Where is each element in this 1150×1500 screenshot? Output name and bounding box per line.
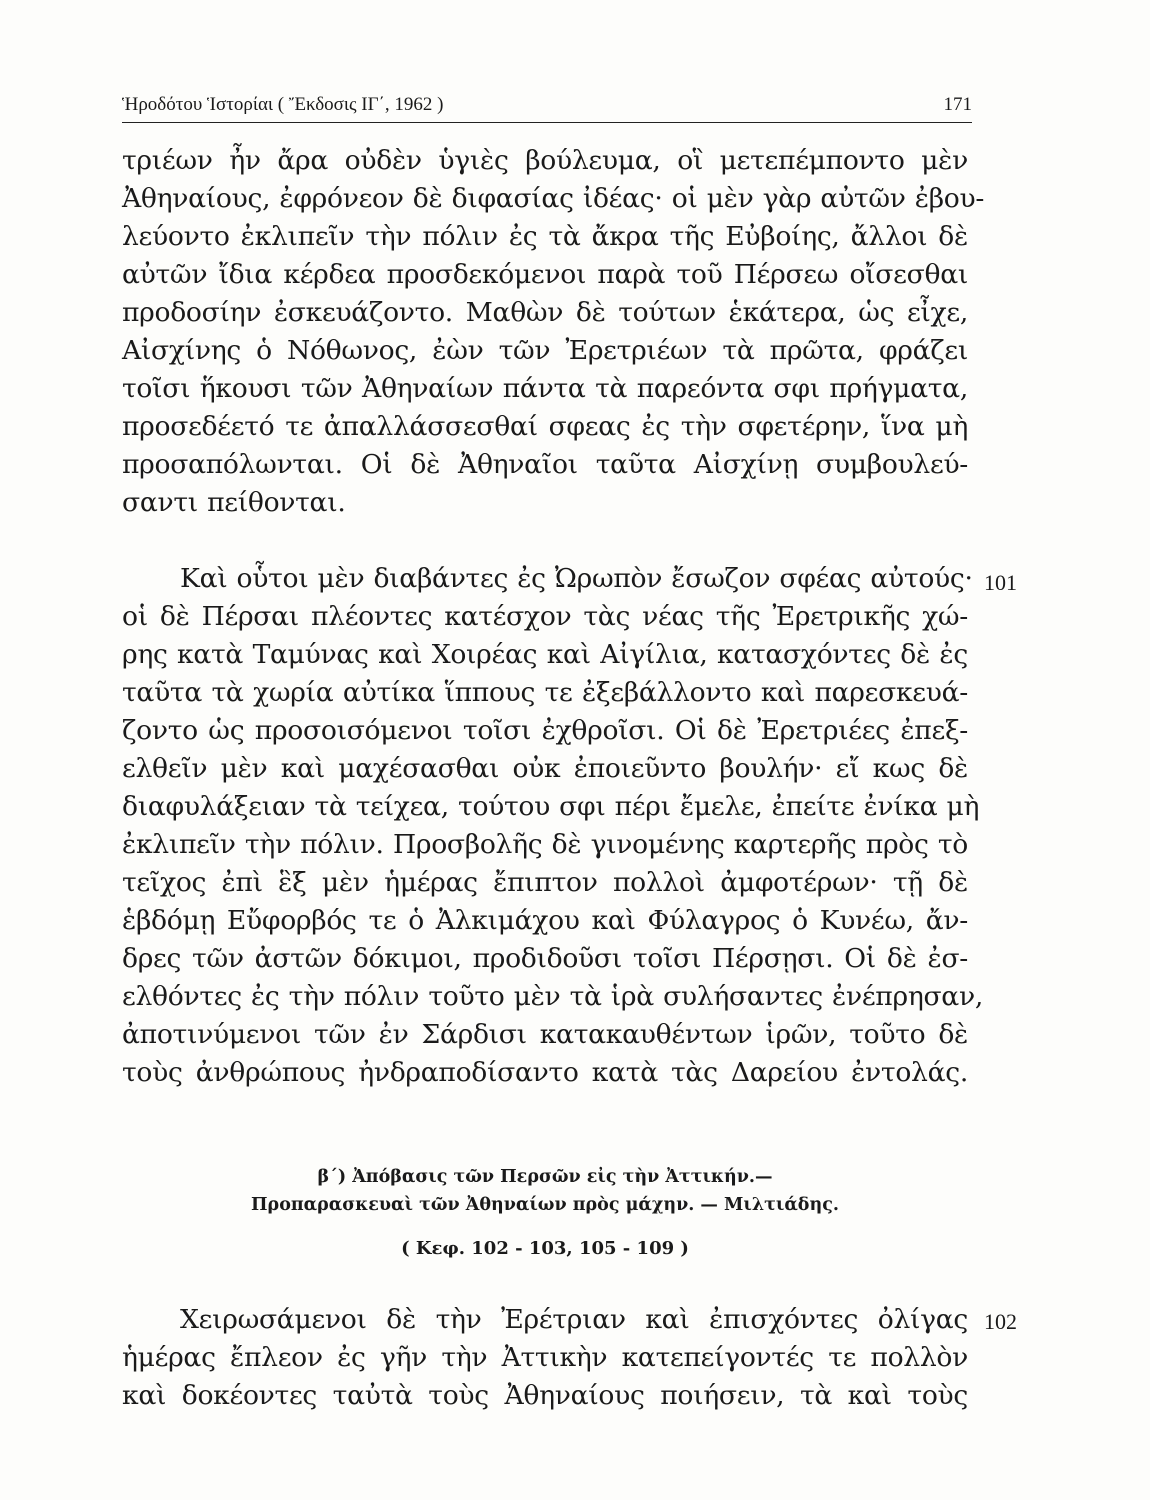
- running-title: Ἡροδότου Ἱστορίαι ( Ἔκδοσις ΙΓ΄, 1962 ): [122, 94, 444, 115]
- text-line: ἑβδόμῃ Εὔφορβός τε ὁ Ἀλκιμάχου καὶ Φύλαγρος ὁ Κυνέω, ἄν-: [122, 905, 968, 936]
- section-heading-line-1: β΄) Ἀπόβασις τῶν Περσῶν εἰς τὴν Ἀττικήν.—: [317, 1167, 773, 1187]
- page-number: 171: [943, 94, 972, 115]
- text-line: τοὺς ἀνθρώπους ἠνδραποδίσαντο κατὰ τὰς Δαρείου ἐντολάς.: [122, 1057, 968, 1088]
- text-line: διαφυλάξειαν τὰ τείχεα, τούτου σφι πέρι ἔμελε, ἐπείτε ἐνίκα μὴ: [122, 791, 980, 822]
- page-header: [122, 92, 972, 123]
- text-line: προδοσίην ἐσκευάζοντο. Μαθὼν δὲ τούτων ἑκάτερα, ὡς εἶχε,: [122, 297, 968, 328]
- text-line: ρης κατὰ Ταμύνας καὶ Χοιρέας καὶ Αἰγίλια, κατασχόντες δὲ ἐς: [122, 639, 968, 670]
- section-heading-line-2: Προπαρασκευαὶ τῶν Ἀθηναίων πρὸς μάχην. — Μιλτιάδης.: [251, 1195, 839, 1215]
- text-line: σαντι πείθονται.: [122, 487, 346, 518]
- text-line: τριέων ἦν ἄρα οὐδὲν ὑγιὲς βούλευμα, οἳ μετεπέμποντο μὲν: [122, 145, 968, 176]
- text-line: ἀποτινύμενοι τῶν ἐν Σάρδισι κατακαυθέντων ἱρῶν, τοῦτο δὲ: [122, 1019, 968, 1050]
- text-line: ἐκλιπεῖν τὴν πόλιν. Προσβολῆς δὲ γινομένης καρτερῆς πρὸς τὸ: [122, 829, 968, 860]
- text-line: ελθόντες ἐς τὴν πόλιν τοῦτο μὲν τὰ ἱρὰ συλήσαντες ἐνέπρησαν,: [122, 981, 983, 1012]
- text-line: καὶ δοκέοντες ταὐτὰ τοὺς Ἀθηναίους ποιήσειν, τὰ καὶ τοὺς: [122, 1380, 968, 1411]
- text-line: λεύοντο ἐκλιπεῖν τὴν πόλιν ἐς τὰ ἄκρα τῆς Εὐβοίης, ἄλλοι δὲ: [122, 221, 968, 252]
- text-line: τεῖχος ἐπὶ ἓξ μὲν ἡμέρας ἔπιπτον πολλοὶ ἀμφοτέρων· τῇ δὲ: [122, 867, 968, 898]
- chapter-number-102: 102: [984, 1309, 1017, 1334]
- text-line: οἱ δὲ Πέρσαι πλέοντες κατέσχον τὰς νέας τῆς Ἐρετρικῆς χώ-: [122, 601, 968, 632]
- text-line: ζοντο ὡς προσοισόμενοι τοῖσι ἐχθροῖσι. Οἱ δὲ Ἐρετριέες ἐπεξ-: [122, 715, 968, 746]
- text-line: Αἰσχίνης ὁ Νόθωνος, ἐὼν τῶν Ἐρετριέων τὰ πρῶτα, φράζει: [122, 335, 968, 366]
- text-line: ελθεῖν μὲν καὶ μαχέσασθαι οὐκ ἐποιεῦντο βουλήν· εἴ κως δὲ: [122, 753, 968, 784]
- section-chapter-range: ( Κεφ. 102 - 103, 105 - 109 ): [401, 1238, 689, 1259]
- text-line: δρες τῶν ἀστῶν δόκιμοι, προδιδοῦσι τοῖσι Πέρσῃσι. Οἱ δὲ ἐσ-: [122, 943, 968, 974]
- chapter-number-101: 101: [984, 570, 1017, 595]
- text-line: αὐτῶν ἴδια κέρδεα προσδεκόμενοι παρὰ τοῦ Πέρσεω οἴσεσθαι: [122, 259, 968, 290]
- text-line: ταῦτα τὰ χωρία αὐτίκα ἵππους τε ἐξεβάλλοντο καὶ παρεσκευά-: [122, 677, 968, 708]
- text-line: Ἀθηναίους, ἐφρόνεον δὲ διφασίας ἰδέας· οἱ μὲν γὰρ αὐτῶν ἐβου-: [122, 183, 985, 214]
- text-line: προσεδέετό τε ἀπαλλάσσεσθαί σφεας ἐς τὴν σφετέρην, ἵνα μὴ: [122, 411, 968, 442]
- text-line: Χειρωσάμενοι δὲ τὴν Ἐρέτριαν καὶ ἐπισχόντες ὀλίγας: [180, 1304, 968, 1335]
- text-line: προσαπόλωνται. Οἱ δὲ Ἀθηναῖοι ταῦτα Αἰσχίνῃ συμβουλεύ-: [122, 449, 968, 480]
- text-line: τοῖσι ἥκουσι τῶν Ἀθηναίων πάντα τὰ παρεόντα σφι πρήγματα,: [122, 373, 968, 404]
- text-line: Καὶ οὗτοι μὲν διαβάντες ἐς Ὠρωπὸν ἔσωζον σφέας αὐτούς·: [180, 563, 973, 594]
- text-line: ἡμέρας ἔπλεον ἐς γῆν τὴν Ἀττικὴν κατεπείγοντές τε πολλὸν: [122, 1342, 968, 1373]
